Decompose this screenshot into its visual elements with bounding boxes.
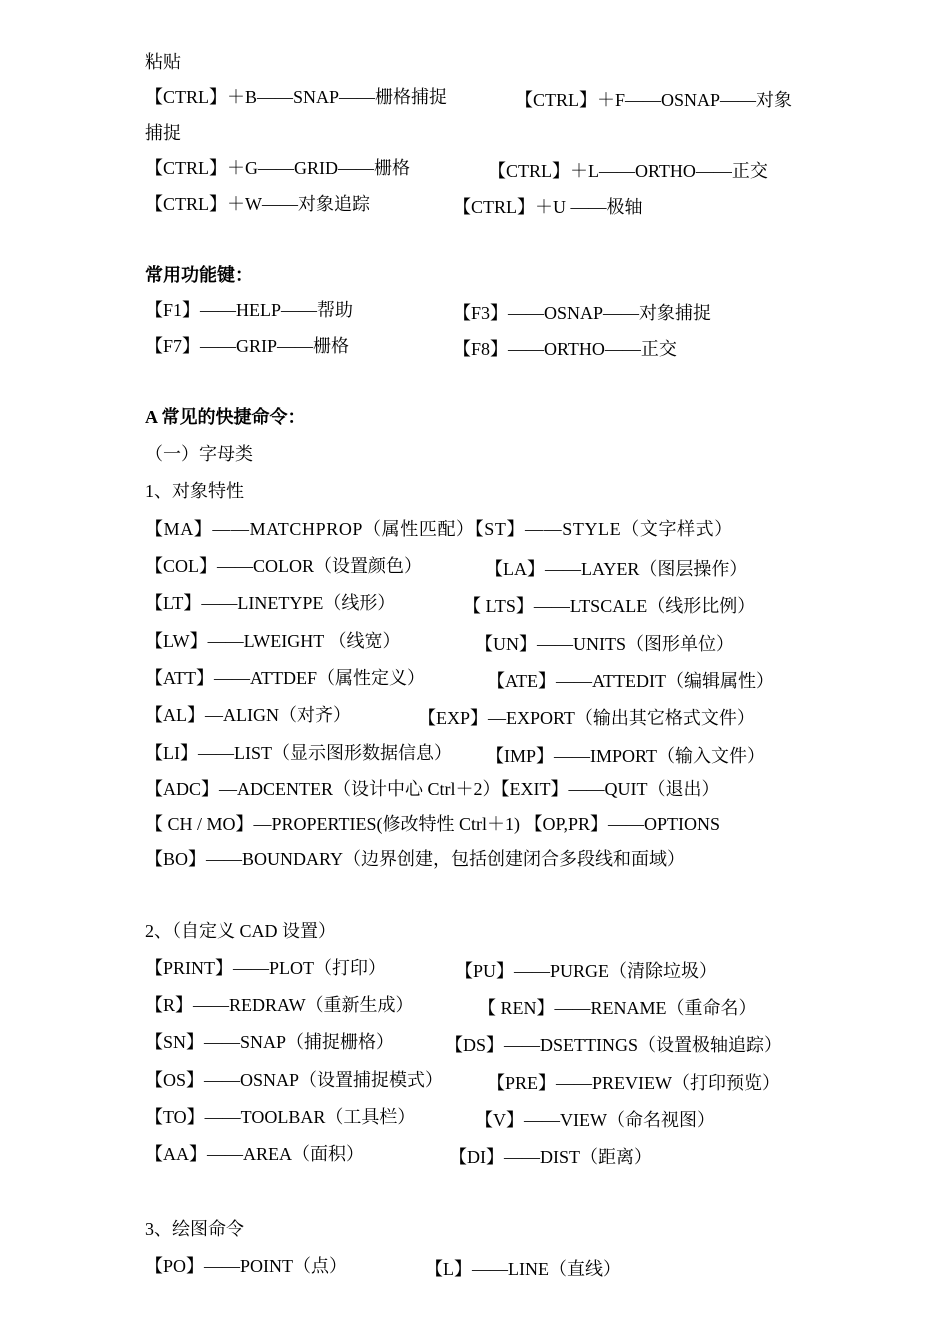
shortcut-ctrl-b: 【CTRL】＋B——SNAP——栅格捕捉	[145, 87, 448, 107]
cmd-v: 【V】——VIEW（命名视图）	[475, 1110, 715, 1130]
text-line-paste: 粘贴	[145, 52, 181, 72]
heading-common-commands: A 常见的快捷命令：	[145, 407, 306, 427]
cmd-ate: 【ATE】——ATTEDIT（编辑属性）	[487, 671, 774, 691]
section-draw-commands: 3、绘图命令	[145, 1219, 244, 1239]
cmd-to: 【TO】——TOOLBAR（工具栏）	[145, 1107, 416, 1127]
cmd-pu: 【PU】——PURGE（清除垃圾）	[455, 961, 718, 981]
fkey-f3: 【F3】——OSNAP——对象捕捉	[453, 303, 712, 323]
cmd-lt: 【LT】——LINETYPE（线形）	[145, 593, 396, 613]
section-letters: （一）字母类	[145, 444, 253, 464]
cmd-aa: 【AA】——AREA（面积）	[145, 1144, 364, 1164]
fkey-f7: 【F7】——GRIP——栅格	[145, 336, 350, 356]
text-line-capture: 捕捉	[145, 123, 181, 143]
cmd-os: 【OS】——OSNAP（设置捕捉模式）	[145, 1070, 444, 1090]
cmd-ds: 【DS】——DSETTINGS（设置极轴追踪）	[445, 1035, 783, 1055]
shortcut-ctrl-u: 【CTRL】＋U ——极轴	[453, 197, 643, 217]
cmd-att: 【ATT】——ATTDEF（属性定义）	[145, 668, 425, 688]
cmd-print: 【PRINT】——PLOT（打印）	[145, 958, 387, 978]
cmd-col: 【COL】——COLOR（设置颜色）	[145, 556, 423, 576]
shortcut-ctrl-g: 【CTRL】＋G——GRID——栅格	[145, 158, 410, 178]
shortcut-ctrl-w: 【CTRL】＋W——对象追踪	[145, 194, 370, 214]
cmd-un: 【UN】——UNITS（图形单位）	[475, 634, 734, 654]
cmd-exp: 【EXP】—EXPORT（输出其它格式文件）	[418, 708, 755, 728]
cmd-sn: 【SN】——SNAP（捕捉栅格）	[145, 1032, 395, 1052]
cmd-ren: 【 REN】——RENAME（重命名）	[478, 998, 757, 1018]
cmd-ch-op: 【 CH / MO】—PROPERTIES(修改特性 Ctrl＋1) 【OP,PR】——OPTIONS	[145, 814, 720, 834]
cmd-la: 【LA】——LAYER（图层操作）	[485, 559, 748, 579]
fkey-f1: 【F1】——HELP——帮助	[145, 300, 354, 320]
cmd-adc-exit: 【ADC】—ADCENTER（设计中心 Ctrl＋2）【EXIT】——QUIT（退出）	[145, 779, 720, 799]
cmd-lw: 【LW】——LWEIGHT （线宽）	[145, 631, 401, 651]
cmd-r: 【R】——REDRAW（重新生成）	[145, 995, 414, 1015]
section-custom-settings: 2、（自定义 CAD 设置）	[145, 921, 337, 941]
cmd-imp: 【IMP】——IMPORT（输入文件）	[486, 746, 765, 766]
cmd-po: 【PO】——POINT（点）	[145, 1256, 348, 1276]
cmd-pre: 【PRE】——PREVIEW（打印预览）	[487, 1073, 781, 1093]
cmd-bo: 【BO】——BOUNDARY（边界创建，包括创建闭合多段线和面域）	[145, 849, 686, 869]
cmd-al: 【AL】—ALIGN（对齐）	[145, 705, 351, 725]
fkey-f8: 【F8】——ORTHO——正交	[453, 339, 677, 359]
shortcut-ctrl-f: 【CTRL】＋F——OSNAP——对象	[515, 90, 793, 110]
cmd-l: 【L】——LINE（直线）	[425, 1259, 621, 1279]
cmd-ma-st: 【MA】——MATCHPROP（属性匹配）【ST】——STYLE（文字样式）	[145, 519, 733, 539]
shortcut-ctrl-l: 【CTRL】＋L——ORTHO——正交	[488, 161, 768, 181]
heading-function-keys: 常用功能键：	[145, 265, 253, 285]
cmd-lts: 【 LTS】——LTSCALE（线形比例）	[463, 596, 756, 616]
cmd-di: 【DI】——DIST（距离）	[449, 1147, 652, 1167]
section-object-properties: 1、对象特性	[145, 481, 244, 501]
cmd-li: 【LI】——LIST（显示图形数据信息）	[145, 743, 452, 763]
